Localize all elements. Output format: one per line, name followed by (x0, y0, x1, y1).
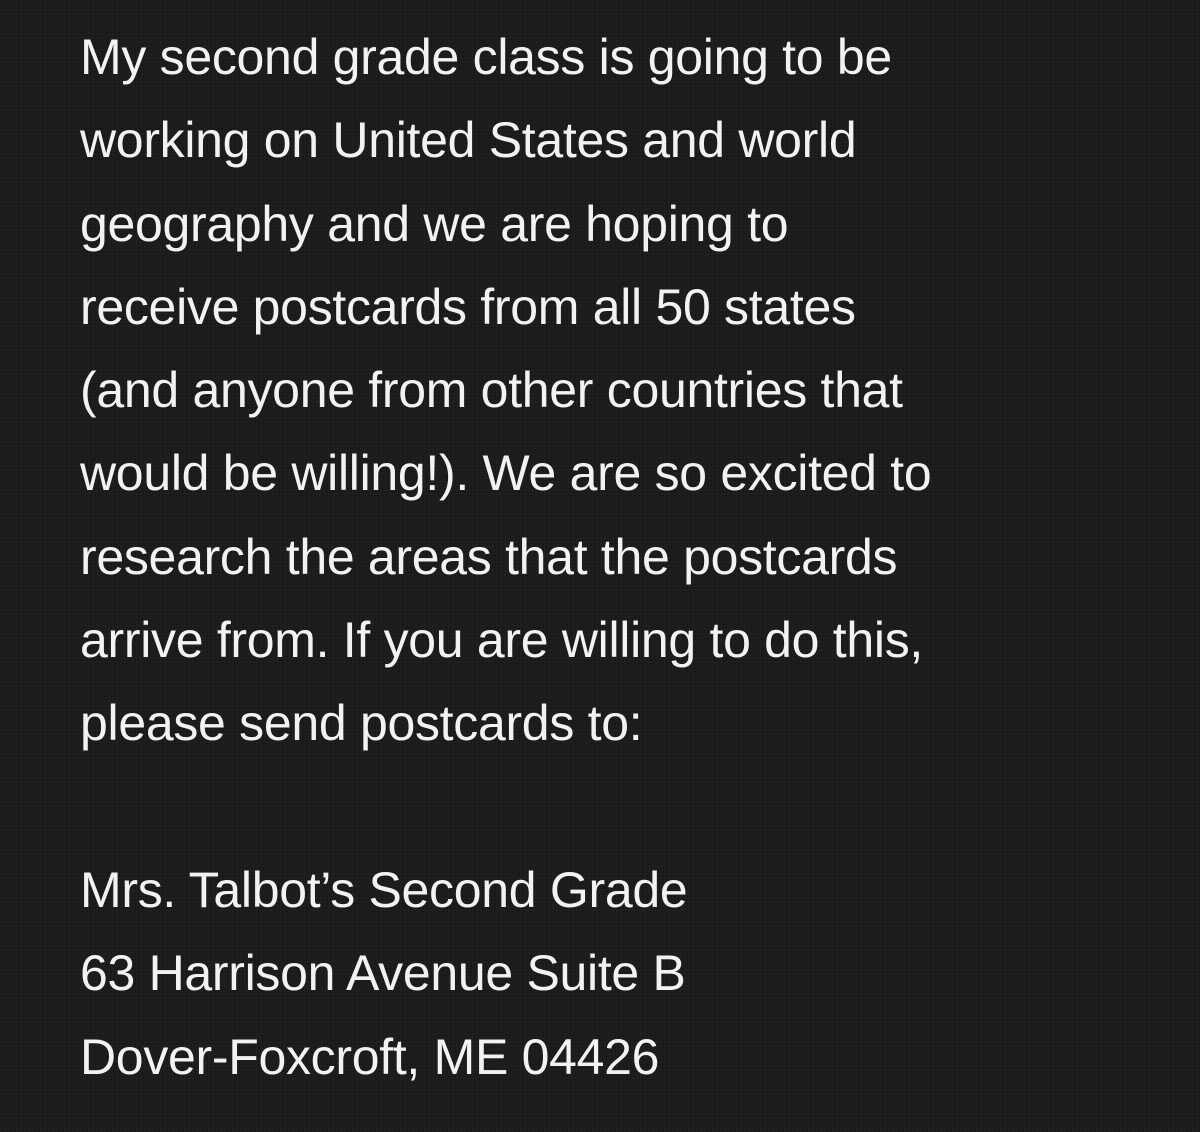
note-line-3: geography and we are hoping to (80, 195, 789, 252)
blank-line (80, 766, 1180, 849)
note-line-6: would be willing!). We are so excited to (80, 445, 932, 502)
note-body[interactable] (80, 16, 1180, 1099)
address-recipient: Mrs. Talbot’s Second Grade (80, 861, 688, 918)
note-line-8: arrive from. If you are willing to do this, (80, 612, 923, 669)
note-line-9: please send postcards to: (80, 695, 643, 752)
note-line-4: receive postcards from all 50 states (80, 278, 856, 335)
address-city-state-zip: Dover-Foxcroft, ME 04426 (80, 1028, 660, 1085)
address-street: 63 Harrison Avenue Suite B (80, 945, 686, 1002)
note-line-5: (and anyone from other countries that (80, 362, 903, 419)
note-line-2: working on United States and world (80, 112, 857, 169)
note-line-7: research the areas that the postcards (80, 528, 898, 585)
note-line-1: My second grade class is going to be (80, 29, 892, 85)
